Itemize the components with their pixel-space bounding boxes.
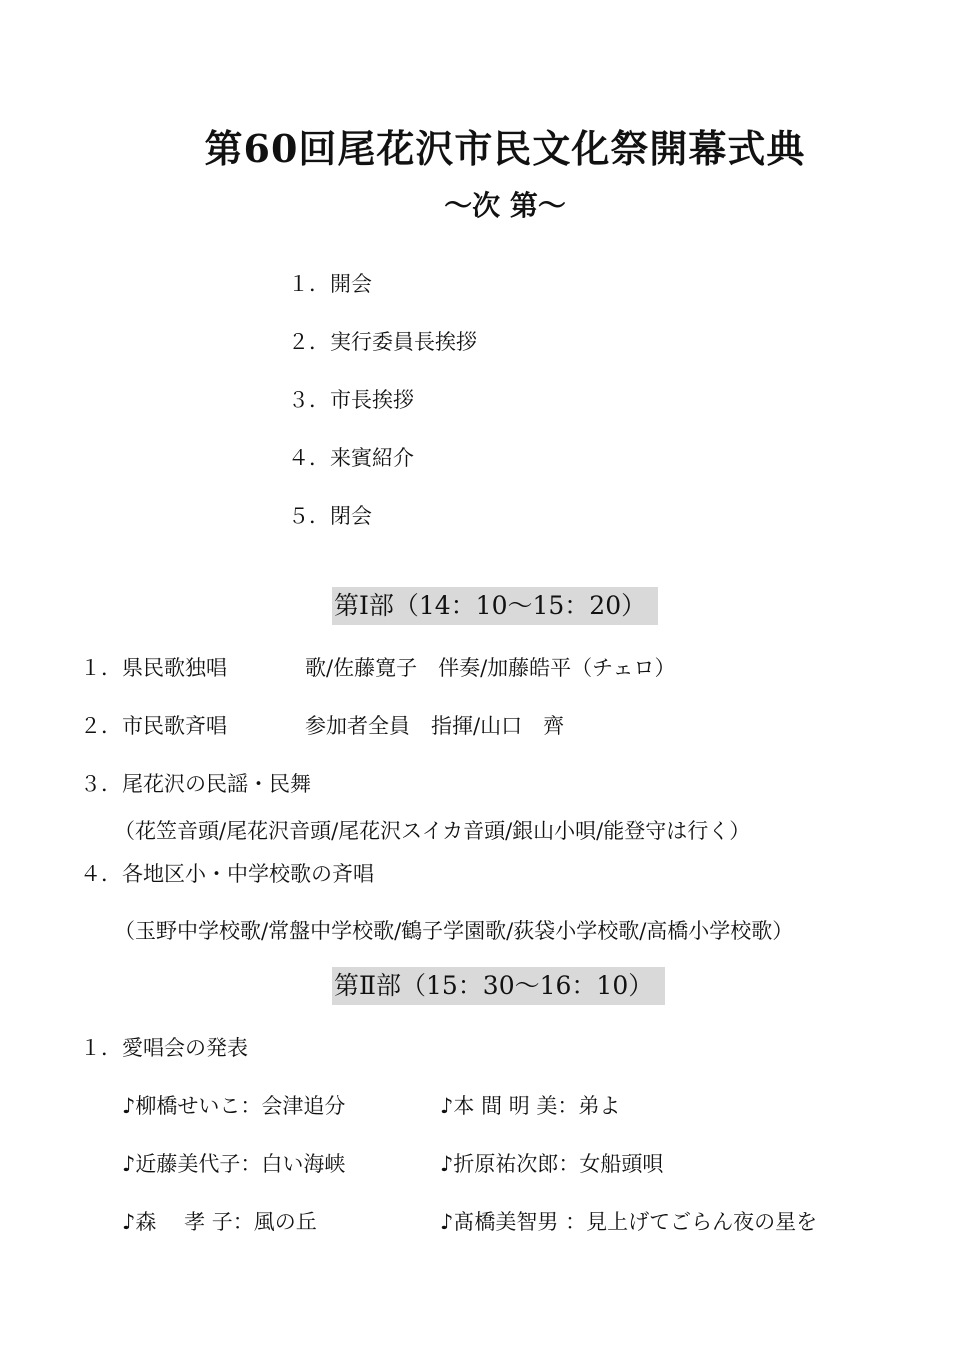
performer-entry: ♪髙橋美智男 ：見上げてごらん夜の星を [440,1210,818,1234]
part1-item-label: ４．各地区小・中学校歌の斉唱 [80,862,374,886]
part2-heading: 第Ⅱ部（15：30～16：10） [332,967,665,1005]
part1-item-sub: （玉野中学校歌/常盤中学校歌/鶴子学園歌/荻袋小学校歌/高橋小学校歌） [114,919,794,943]
performer-entry: ♪折原祐次郎：女船頭唄 [440,1152,664,1176]
page-subtitle: ～次 第～ [444,189,566,222]
ceremony-item: ２．実行委員長挨拶 [288,330,477,354]
performer-entry: ♪森 孝 子：風の丘 [122,1210,317,1234]
part1-item-sub: （花笠音頭/尾花沢音頭/尾花沢スイカ音頭/銀山小唄/能登守は行く） [114,819,751,843]
page-title: 第60回尾花沢市民文化祭開幕式典 [204,126,806,171]
part1-item-label: １．県民歌独唱 [80,656,227,680]
part1-item-detail: 歌/佐藤寛子 伴奏/加藤皓平（チェロ） [305,656,676,680]
ceremony-item: ４．来賓紹介 [288,446,414,470]
ceremony-item: ３．市長挨拶 [288,388,414,412]
part1-item-label: ３．尾花沢の民謡・民舞 [80,772,311,796]
performer-entry: ♪本 間 明 美：弟よ [440,1094,621,1118]
part1-item-label: ２．市民歌斉唱 [80,714,227,738]
part2-item-label: １．愛唱会の発表 [80,1036,248,1060]
part1-item-detail: 参加者全員 指揮/山口 齊 [305,714,565,738]
performer-entry: ♪柳橋せいこ：会津追分 [122,1094,346,1118]
performer-entry: ♪近藤美代子：白い海峡 [122,1152,346,1176]
part1-heading: 第Ⅰ部（14：10～15：20） [332,587,658,625]
ceremony-item: ５．閉会 [288,504,372,528]
ceremony-item: １．開会 [288,272,372,296]
